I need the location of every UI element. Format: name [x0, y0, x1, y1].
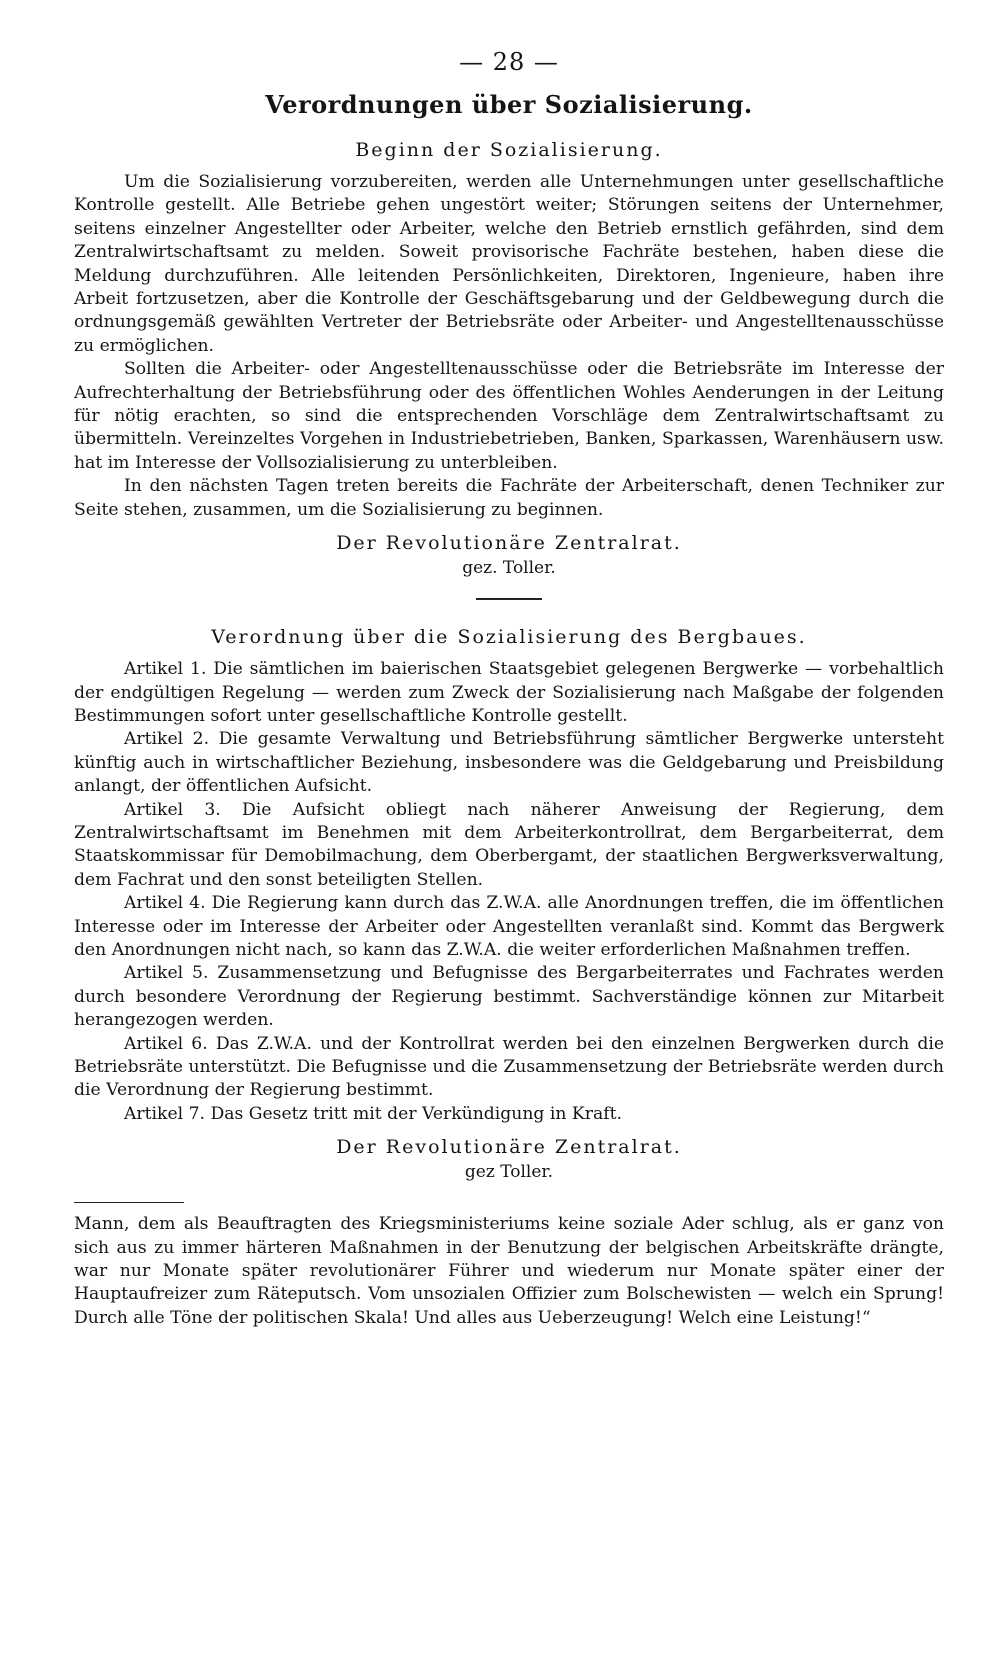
article-paragraph	[74, 658, 944, 728]
footnote-text: Mann, dem als Beauftragten des Kriegsministeriums keine soziale Ader schlug, als er ganz von sich aus zu immer härteren Maßnahmen in der Benutzung der belgischen Arbeitskräfte drängte, war nur Monate später revolutionärer Führer und wiederum nur Monate später einer der Hauptaufreizer zum Räteputsch. Vom unsozialen Offizier zum Bolschewisten — welch ein Sprung! Durch alle Töne der politischen Skala! Und alles aus Ueberzeugung! Welch eine Leistung!“	[74, 1214, 944, 1328]
article-text: Die sämtlichen im baierischen Staatsgebiet gelegenen Bergwerke — vorbehaltlich der endgültigen Regelung — werden zum Zweck der Sozialisierung nach Maßgabe der folgenden Bestimmungen sofort unter gesellschaftliche Kontrolle gestellt.	[74, 659, 944, 726]
page-number: — 28 —	[459, 48, 559, 76]
document-page	[74, 48, 944, 1648]
article-label: Artikel 1.	[124, 659, 207, 680]
article-label: Artikel 2.	[124, 729, 210, 750]
paragraph: In den nächsten Tagen treten bereits die Fachräte der Arbeiterschaft, denen Techniker zur Seite stehen, zusammen, um die Sozialisierung zu beginnen.	[74, 476, 944, 520]
paragraph: Um die Sozialisierung vorzubereiten, werden alle Unternehmungen unter gesellschaftliche Kontrolle gestellt. Alle Betriebe gehen ungestört weiter; Störungen seitens der Unternehmer, seitens einzelner Angestellter oder Arbeiter, welche den Betrieb ernstlich gefährden, sind dem Zentralwirtschaftsamt zu melden. Soweit provisorische Fachräte bestehen, haben diese die Meldung durchzuführen. Alle leitenden Persönlichkeiten, Direktoren, Ingenieure, haben ihre Arbeit fortzusetzen, aber die Kontrolle der Geschäftsgebarung und der Geldbewegung durch die ordnungsgemäß gewählten Vertreter der Betriebsräte oder Arbeiter- und Angestelltenausschüsse zu ermöglichen.	[74, 172, 944, 356]
article-paragraph	[74, 1033, 944, 1103]
article-label: Artikel 5.	[124, 963, 209, 984]
signed-toller: gez. Toller.	[462, 558, 556, 579]
signature-zentralrat: Der Revolutionäre Zentralrat.	[336, 1136, 682, 1159]
article-text: Das Gesetz tritt mit der Verkündigung in Kraft.	[210, 1103, 622, 1124]
article-label: Artikel 3.	[124, 799, 221, 820]
article-label: Artikel 6.	[124, 1033, 208, 1054]
article-text: Die gesamte Verwaltung und Betriebsführung sämtlicher Bergwerke untersteht künftig auch in wirtschaftlicher Beziehung, insbesondere was die Geldgebarung und Preisbildung anlangt, der öffentlichen Aufsicht.	[74, 729, 944, 797]
article-paragraph	[74, 962, 944, 1032]
article-text: Die Regierung kann durch das Z.W.A. alle Anordnungen treffen, die im öffentlichen Interesse oder im Interesse der Arbeiter oder Angestellten veranlaßt sind. Kommt das Bergwerk den Anordnungen nicht nach, so kann das Z.W.A. die weiter erforderlichen Maßnahmen treffen.	[74, 893, 944, 960]
article-paragraph	[74, 799, 944, 893]
article-text: Das Z.W.A. und der Kontrollrat werden bei den einzelnen Bergwerken durch die Betriebsräte unterstützt. Die Befugnisse und die Zusammensetzung der Betriebsräte werden durch die Verordnung der Regierung bestimmt.	[74, 1033, 945, 1101]
signed-toller: gez Toller.	[464, 1162, 554, 1183]
article-paragraph	[74, 728, 944, 798]
section-heading-beginn: Beginn der Sozialisierung.	[355, 139, 663, 161]
article-paragraph	[74, 892, 944, 962]
article-text: Die Aufsicht obliegt nach näherer Anweisung der Regierung, dem Zentralwirtschaftsamt im Benehmen mit dem Arbeiterkontrollrat, dem Bergarbeiterrat, dem Staatskommissar für Demobilmachung, dem Oberbergamt, der staatlichen Bergwerksverwaltung, dem Fachrat und den sonst beteiligten Stellen.	[74, 799, 945, 890]
section-divider	[476, 598, 542, 600]
article-text: Zusammensetzung und Befugnisse des Bergarbeiterrates und Fachrates werden durch besondere Verordnung der Regierung bestimmt. Sachverständige können zur Mitarbeit herangezogen werden.	[74, 963, 944, 1031]
article-label: Artikel 7.	[124, 1103, 205, 1124]
footnote-divider	[74, 1202, 184, 1203]
article-paragraph	[74, 1103, 944, 1126]
article-label: Artikel 4.	[124, 893, 206, 914]
signature-zentralrat: Der Revolutionäre Zentralrat.	[336, 532, 682, 555]
paragraph: Sollten die Arbeiter- oder Angestelltenausschüsse oder die Betriebsräte im Interesse der Aufrechterhaltung der Betriebsführung oder des öffentlichen Wohles Aenderungen in der Leitung für nötig erachten, so sind die entsprechenden Vorschläge dem Zentralwirtschaftsamt zu übermitteln. Vereinzeltes Vorgehen in Industriebetrieben, Banken, Sparkassen, Warenhäusern usw. hat im Interesse der Vollsozialisierung zu unterbleiben.	[74, 359, 944, 473]
page-title: Verordnungen über Sozialisierung.	[265, 90, 753, 119]
section-heading-bergbau: Verordnung über die Sozialisierung des Bergbaues.	[211, 626, 807, 649]
